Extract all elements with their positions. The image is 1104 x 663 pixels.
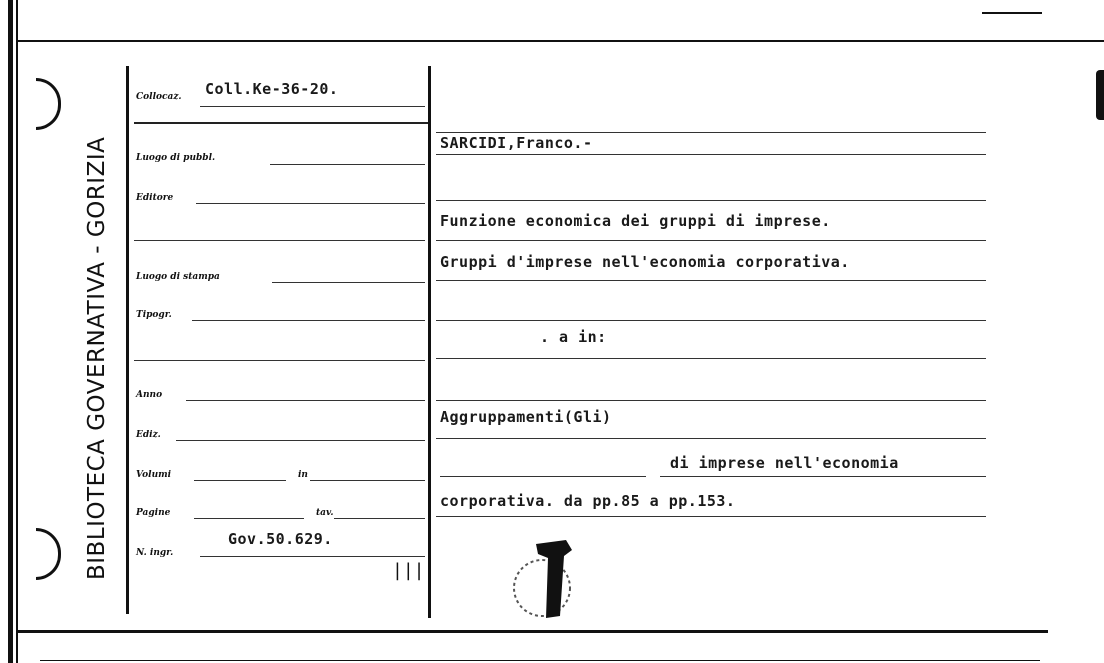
right-rule-3 <box>436 200 986 201</box>
series-line-1: Aggruppamenti(Gli) <box>440 408 612 426</box>
left-border <box>8 0 13 663</box>
tav-rule <box>334 518 425 519</box>
volumi-label: Volumi <box>136 470 172 480</box>
in-label: in <box>298 470 308 480</box>
right-rule-9 <box>436 438 986 439</box>
luogo-stampa-rule <box>272 282 425 283</box>
right-edge-mark <box>1096 70 1104 120</box>
volumi-rule <box>194 480 286 481</box>
tally-marks: ||| <box>392 560 425 581</box>
right-rule-2 <box>436 154 986 155</box>
anno-rule <box>186 400 425 401</box>
editore-rule <box>196 203 425 204</box>
n-ingr-rule <box>200 556 425 557</box>
tipogr-rule-2 <box>134 360 425 361</box>
title-line-1: Funzione economica dei gruppi di imprese. <box>440 212 831 230</box>
ediz-rule <box>176 440 425 441</box>
top-right-dash <box>982 12 1042 14</box>
library-stamp: BIBLIOTECA GOVERNATIVA - GORIZIA <box>84 136 110 580</box>
author-name: SARCIDI,Franco.- <box>440 134 593 152</box>
luogo-stampa-label: Luogo di stampa <box>136 272 220 282</box>
n-ingr-value: Gov.50.629. <box>228 530 333 548</box>
anno-label: Anno <box>136 390 163 400</box>
in-line: . a in: <box>540 328 607 346</box>
right-rule-6 <box>436 320 986 321</box>
right-rule-4 <box>436 240 986 241</box>
luogo-pubbl-rule <box>270 164 425 165</box>
bottom-border <box>18 630 1048 633</box>
series-blank-rule <box>440 476 646 477</box>
tav-label: tav. <box>316 508 334 518</box>
right-rule-11 <box>436 516 986 517</box>
series-line-2: di imprese nell'economia <box>670 454 899 472</box>
tipogr-label: Tipogr. <box>136 310 172 320</box>
left-header-divider <box>134 122 428 124</box>
right-rule-1 <box>436 132 986 133</box>
tipogr-rule <box>192 320 425 321</box>
left-column-divider <box>126 66 129 614</box>
bottom-dashed-line <box>40 660 1040 661</box>
n-ingr-label: N. ingr. <box>136 548 174 558</box>
punch-hole-top <box>36 78 61 130</box>
right-rule-7 <box>436 358 986 359</box>
pagine-rule <box>194 518 304 519</box>
series-line-3: corporativa. da pp.85 a pp.153. <box>440 492 736 510</box>
collocazione-label: Collocaz. <box>136 92 182 102</box>
right-rule-10 <box>660 476 986 477</box>
luogo-pubbl-label: Luogo di pubbl. <box>136 153 216 163</box>
ediz-label: Ediz. <box>136 430 161 440</box>
left-border-inner <box>16 0 18 663</box>
collocazione-rule <box>200 106 425 107</box>
editore-label: Editore <box>136 193 174 203</box>
right-rule-8 <box>436 400 986 401</box>
center-column-divider <box>428 66 431 618</box>
ink-seal-mark <box>506 536 596 622</box>
editore-rule-2 <box>134 240 425 241</box>
in-rule <box>310 480 425 481</box>
collocazione-value: Coll.Ke-36-20. <box>205 80 339 98</box>
title-line-2: Gruppi d'imprese nell'economia corporativa. <box>440 253 850 271</box>
pagine-label: Pagine <box>136 508 171 518</box>
punch-hole-bottom <box>36 528 61 580</box>
top-border <box>18 40 1104 42</box>
right-rule-5 <box>436 280 986 281</box>
